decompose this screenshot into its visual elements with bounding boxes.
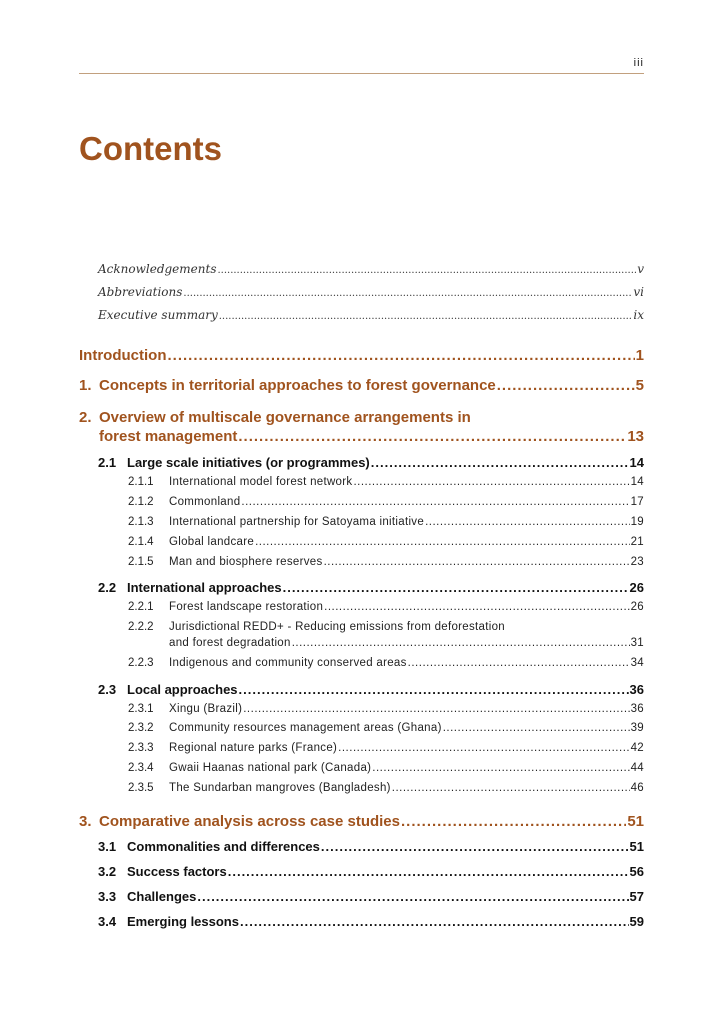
- toc-entry-2-1-3[interactable]: [128, 516, 644, 528]
- toc-number: 2.2.1: [128, 601, 154, 613]
- toc-number: 2.1: [98, 455, 117, 470]
- page-number: iii: [633, 57, 644, 69]
- toc-label: The Sundarban mangroves (Bangladesh): [169, 782, 391, 794]
- toc-number: 1.: [79, 377, 92, 394]
- toc-entry-2-3-2[interactable]: [128, 722, 644, 734]
- toc-entry-section-2-1[interactable]: [98, 455, 644, 470]
- toc-label: International approaches: [127, 580, 282, 595]
- toc-page: 36: [629, 682, 644, 697]
- toc-entry-2-1-2[interactable]: [128, 496, 644, 508]
- leader-dots: [324, 601, 629, 613]
- leader-dots: [324, 556, 630, 568]
- toc-entry-2-1-1[interactable]: [128, 476, 644, 488]
- toc-number: 2.: [79, 409, 92, 426]
- toc-number: 2.1.2: [128, 496, 154, 508]
- toc-page: v: [637, 262, 644, 276]
- toc-page: 13: [627, 428, 644, 445]
- toc-entry-2-2-2-line2[interactable]: [169, 637, 644, 649]
- toc-entry-2-3-4[interactable]: [128, 762, 644, 774]
- toc-number: 3.: [79, 813, 92, 830]
- leader-dots: [243, 703, 629, 715]
- leader-dots: [321, 839, 629, 854]
- toc-number: 3.4: [98, 914, 117, 929]
- toc-label: Acknowledgements: [98, 262, 217, 276]
- toc-label: forest management: [99, 428, 238, 445]
- toc-label: Local approaches: [127, 682, 238, 697]
- toc-entry-section-2-3[interactable]: [98, 682, 644, 697]
- leader-dots: [255, 536, 630, 548]
- toc-page: 57: [629, 889, 644, 904]
- toc-number: 2.2.2: [128, 621, 154, 633]
- toc-label: Xingu (Brazil): [169, 703, 243, 715]
- toc-entry-2-1-4[interactable]: [128, 536, 644, 548]
- toc-page: 42: [630, 742, 644, 754]
- leader-dots: [443, 722, 630, 734]
- leader-dots: [283, 580, 629, 595]
- toc-label: Concepts in territorial approaches to forest governance: [99, 377, 496, 394]
- toc-entry-abbreviations[interactable]: [98, 285, 644, 299]
- toc-entry-section-3-2[interactable]: [98, 864, 644, 879]
- toc-entry-executive-summary[interactable]: [98, 308, 644, 322]
- toc-page: 23: [630, 556, 644, 568]
- leader-dots: [371, 455, 629, 470]
- toc-entry-2-2-1[interactable]: [128, 601, 644, 613]
- toc-entry-2-3-5[interactable]: [128, 782, 644, 794]
- toc-label: Gwaii Haanas national park (Canada): [169, 762, 372, 774]
- toc-number: 2.1.5: [128, 556, 154, 568]
- toc-number: 2.3.4: [128, 762, 154, 774]
- toc-page: 51: [627, 813, 644, 830]
- toc-label: Emerging lessons: [127, 914, 239, 929]
- toc-label: Commonalities and differences: [127, 839, 320, 854]
- leader-dots: [408, 657, 630, 669]
- toc-label: Forest landscape restoration: [169, 601, 324, 613]
- toc-entry-2-2-3[interactable]: [128, 657, 644, 669]
- toc-number: 2.3.2: [128, 722, 154, 734]
- toc-page: 46: [630, 782, 644, 794]
- toc-page: ix: [633, 308, 644, 322]
- leader-dots: [241, 496, 629, 508]
- toc-entry-chapter-2-line2[interactable]: [99, 428, 644, 445]
- toc-page: 14: [630, 476, 644, 488]
- toc-label: International model forest network: [169, 476, 353, 488]
- leader-dots: [219, 311, 633, 322]
- toc-label: and forest degradation: [169, 637, 291, 649]
- toc-label: Executive summary: [98, 308, 218, 322]
- leader-dots: [497, 377, 635, 394]
- toc-number: 2.1.3: [128, 516, 154, 528]
- toc-number: 2.3: [98, 682, 117, 697]
- toc-page: 34: [630, 657, 644, 669]
- toc-label: Success factors: [127, 864, 227, 879]
- toc-label: Abbreviations: [98, 285, 183, 299]
- toc-label: Community resources management areas (Ghana): [169, 722, 442, 734]
- leader-dots: [372, 762, 629, 774]
- leader-dots: [183, 288, 632, 299]
- toc-label: Man and biosphere reserves: [169, 556, 323, 568]
- leader-dots: [338, 742, 629, 754]
- toc-label: Overview of multiscale governance arrangements in: [99, 409, 471, 426]
- toc-entry-2-3-1[interactable]: [128, 703, 644, 715]
- toc-number: 2.3.1: [128, 703, 154, 715]
- toc-page: 26: [629, 580, 644, 595]
- toc-page: 1: [635, 347, 644, 364]
- toc-page: 36: [630, 703, 644, 715]
- toc-entry-section-3-4[interactable]: [98, 914, 644, 929]
- toc-label: Regional nature parks (France): [169, 742, 338, 754]
- toc-page: 14: [629, 455, 644, 470]
- toc-page: 51: [629, 839, 644, 854]
- leader-dots: [239, 682, 629, 697]
- toc-page: 17: [630, 496, 644, 508]
- toc-page: 59: [629, 914, 644, 929]
- toc-number: 2.3.3: [128, 742, 154, 754]
- toc-entry-section-3-1[interactable]: [98, 839, 644, 854]
- toc-label: Global landcare: [169, 536, 255, 548]
- header-rule: [79, 73, 644, 74]
- toc-number: 2.2.3: [128, 657, 154, 669]
- toc-number: 2.3.5: [128, 782, 154, 794]
- toc-label: Challenges: [127, 889, 197, 904]
- leader-dots: [217, 265, 636, 276]
- leader-dots: [240, 914, 629, 929]
- toc-number: 3.3: [98, 889, 117, 904]
- toc-number: 2.1.4: [128, 536, 154, 548]
- toc-entry-chapter-1[interactable]: [79, 377, 644, 394]
- toc-label: Large scale initiatives (or programmes): [127, 455, 370, 470]
- toc-label: Indigenous and community conserved areas: [169, 657, 407, 669]
- toc-entry-section-2-2[interactable]: [98, 580, 644, 595]
- toc-page: 39: [630, 722, 644, 734]
- toc-entry-chapter-2-line1[interactable]: [79, 409, 644, 426]
- leader-dots: [238, 428, 626, 445]
- toc-page: 19: [630, 516, 644, 528]
- toc-entry-2-1-5[interactable]: [128, 556, 644, 568]
- toc-page: 44: [630, 762, 644, 774]
- toc-page: vi: [633, 285, 644, 299]
- toc-number: 3.2: [98, 864, 117, 879]
- toc-label: International partnership for Satoyama initiative: [169, 516, 425, 528]
- toc-page: 26: [630, 601, 644, 613]
- leader-dots: [401, 813, 626, 830]
- toc-page: 21: [630, 536, 644, 548]
- toc-number: 2.2: [98, 580, 117, 595]
- toc-number: 2.1.1: [128, 476, 154, 488]
- leader-dots: [167, 347, 634, 364]
- toc-page: 31: [630, 637, 644, 649]
- toc-label: Comparative analysis across case studies: [99, 813, 400, 830]
- toc-entry-2-3-3[interactable]: [128, 742, 644, 754]
- toc-label: Commonland: [169, 496, 241, 508]
- leader-dots: [292, 637, 630, 649]
- toc-page: 5: [635, 377, 644, 394]
- toc-entry-chapter-3[interactable]: [79, 813, 644, 830]
- leader-dots: [197, 889, 628, 904]
- toc-page: 56: [629, 864, 644, 879]
- leader-dots: [425, 516, 630, 528]
- toc-entry-section-3-3[interactable]: [98, 889, 644, 904]
- leader-dots: [353, 476, 629, 488]
- leader-dots: [228, 864, 629, 879]
- leader-dots: [392, 782, 630, 794]
- toc-number: 3.1: [98, 839, 117, 854]
- toc-entry-2-2-2-line1[interactable]: [128, 621, 505, 633]
- toc-label: Introduction: [79, 347, 167, 364]
- page-title: Contents: [79, 130, 222, 167]
- toc-label: Jurisdictional REDD+ - Reducing emissions from deforestation: [169, 621, 505, 633]
- toc-entry-acknowledgements[interactable]: [98, 262, 644, 276]
- toc-entry-introduction[interactable]: [79, 347, 644, 364]
